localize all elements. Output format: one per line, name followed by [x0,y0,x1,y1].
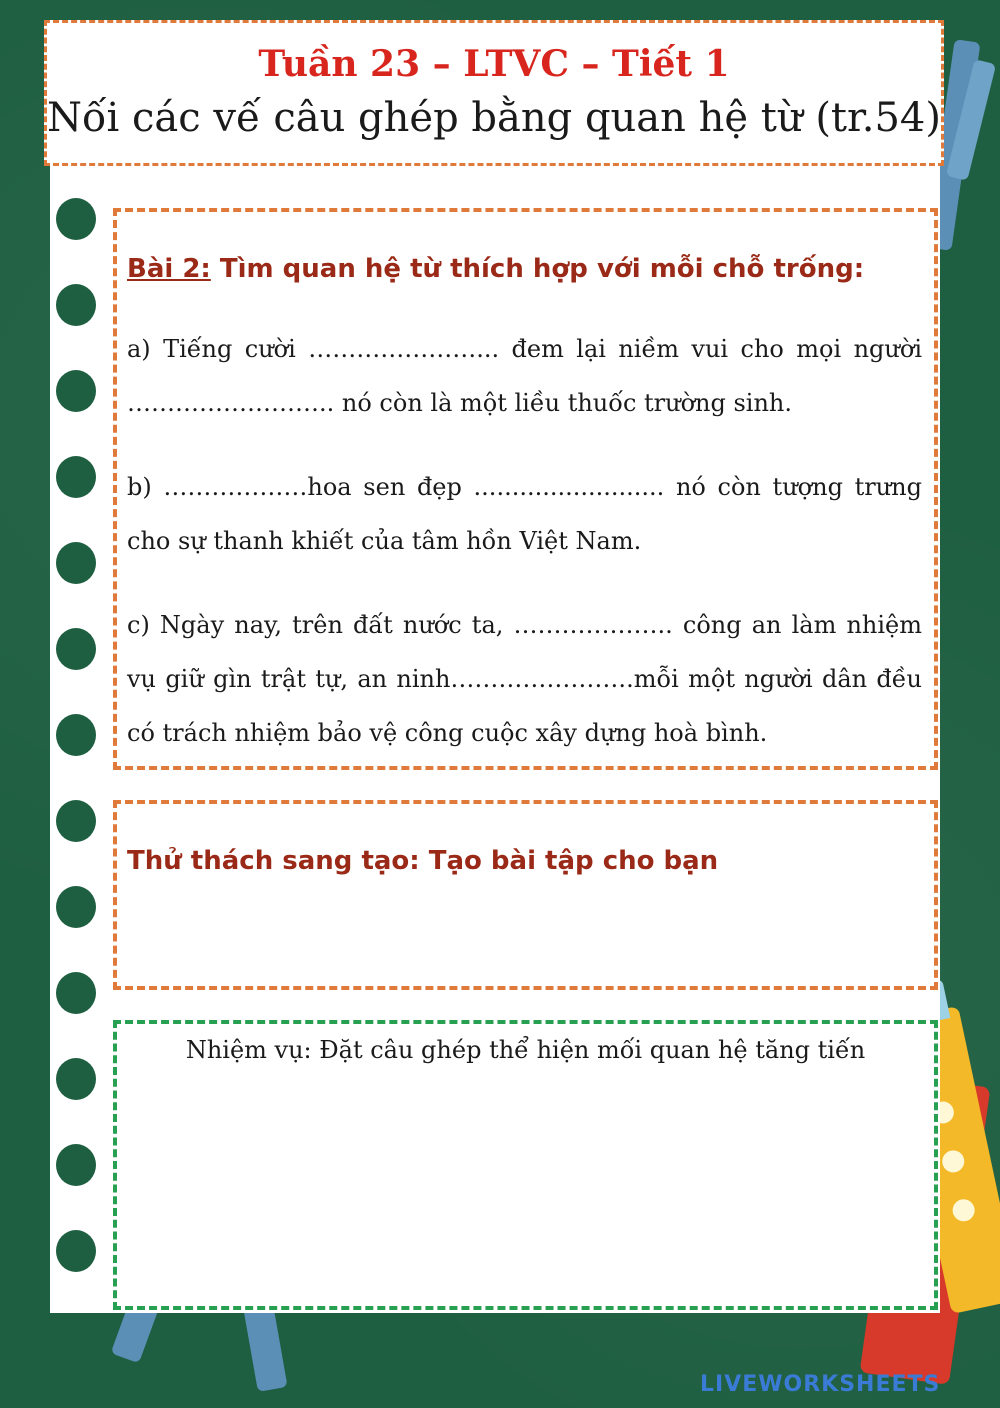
binder-hole [56,972,96,1014]
challenge-title: Thử thách sang tạo: Tạo bài tập cho bạn [127,846,719,876]
binder-hole [56,1058,96,1100]
binder-hole [56,370,96,412]
binder-hole [56,628,96,670]
binder-hole [56,1144,96,1186]
pencil-dot [951,1197,977,1223]
pencil-dot [940,1148,966,1174]
exercise-item-b: b) ………………hoa sen đẹp ......................... nó còn tượng trưng cho sự thanh khiết của tâm hồn Việt Nam. [127,473,922,555]
page-subtitle: Nối các vế câu ghép bằng quan hệ từ (tr.54) [47,95,941,141]
task-text: Nhiệm vụ: Đặt câu ghép thể hiện mối quan hệ tăng tiến [185,1036,866,1064]
exercise-label: Bài 2: [127,254,211,284]
binder-hole [56,198,96,240]
page-title: Tuần 23 – LTVC – Tiết 1 [258,43,730,85]
binder-hole [56,284,96,326]
challenge-box [113,800,938,990]
exercise-heading [127,254,864,284]
binder-hole [56,542,96,584]
binder-hole [56,1230,96,1272]
binder-hole [56,886,96,928]
binder-hole [56,714,96,756]
title-card [44,20,944,166]
exercise-item-c: c) Ngày nay, trên đất nước ta, ……………….. công an làm nhiệm vụ giữ gìn trật tự, an ninh…………………..mỗi một người dân đều có trách nhiệm bảo vệ công cuộc xây dựng hoà bình. [127,611,922,747]
exercise-item-a: a) Tiếng cười …………………... đem lại niềm vui cho mọi người …………………….. nó còn là một liều thuốc trường sinh. [127,335,922,417]
exercise-instruction: Tìm quan hệ từ thích hợp với mỗi chỗ trống: [210,254,865,284]
binder-hole [56,456,96,498]
liveworksheets-logo: LIVEWORKSHEETS [700,1372,941,1397]
binder-hole [56,800,96,842]
